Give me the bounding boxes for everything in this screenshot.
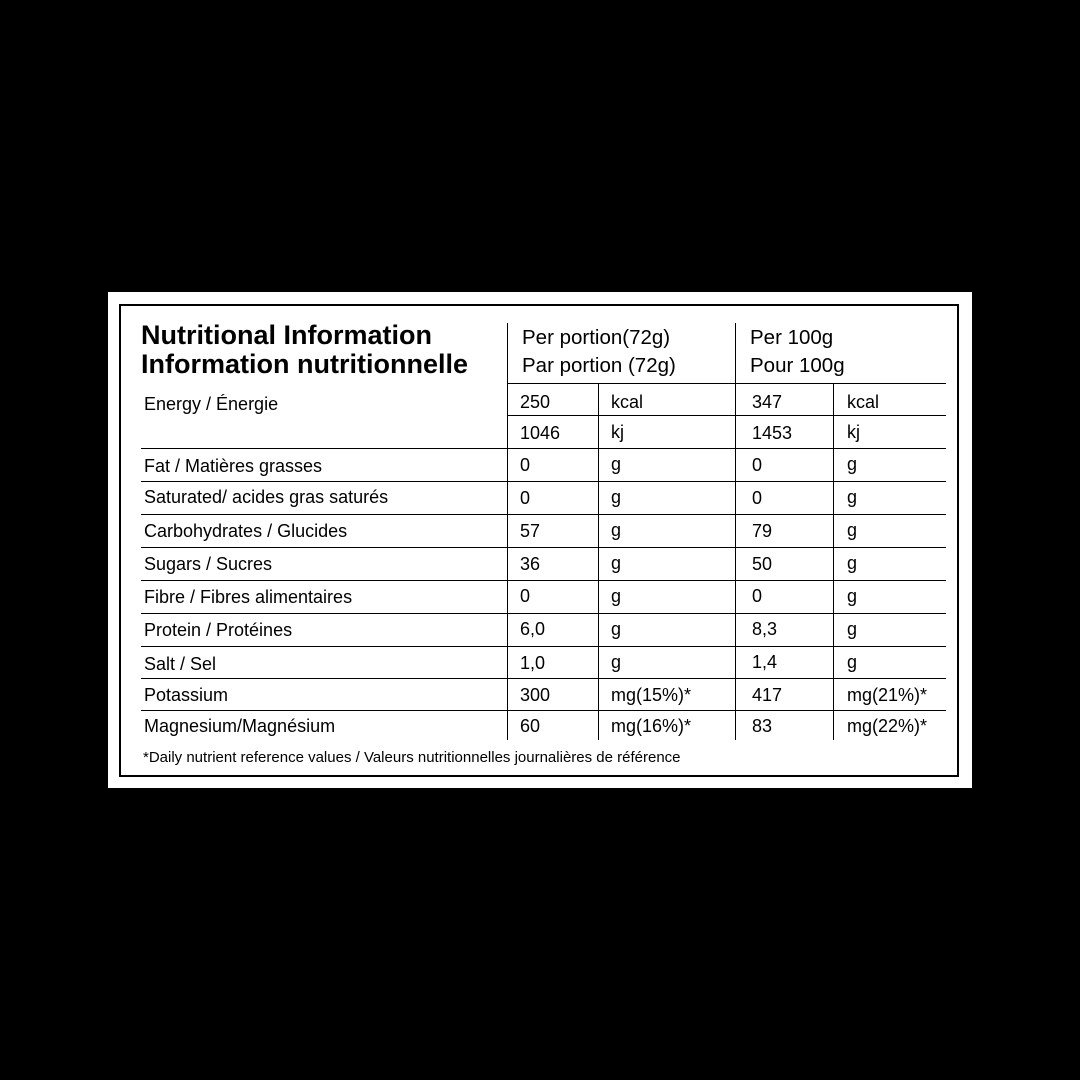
per100-unit: g xyxy=(847,619,858,639)
nutrition-label xyxy=(108,292,972,788)
per100-value: 1,4 xyxy=(752,652,778,672)
portion-value: 6,0 xyxy=(520,619,546,639)
per100-unit: kj xyxy=(847,422,860,442)
title-french: Information nutritionnelle xyxy=(141,349,468,379)
divider-portion-unit xyxy=(598,383,599,740)
nutrient-label: Fat / Matières grasses xyxy=(144,456,323,476)
per100-value: 417 xyxy=(752,685,783,705)
portion-unit: g xyxy=(611,487,622,507)
per100-unit: g xyxy=(847,586,858,606)
portion-value: 0 xyxy=(520,455,531,475)
row-rule xyxy=(141,481,946,482)
portion-value: 60 xyxy=(520,716,541,736)
per100-value: 0 xyxy=(752,586,763,606)
nutrient-label: Energy / Énergie xyxy=(144,394,279,414)
nutrient-label: Potassium xyxy=(144,685,229,705)
per-portion-header-en: Per portion(72g) xyxy=(522,326,671,349)
nutrient-label: Carbohydrates / Glucides xyxy=(144,521,348,541)
nutrient-label: Saturated/ acides gras saturés xyxy=(144,487,389,507)
per100-value: 83 xyxy=(752,716,773,736)
portion-unit: g xyxy=(611,454,622,474)
portion-value: 0 xyxy=(520,586,531,606)
row-rule xyxy=(141,678,946,679)
nutrient-label: Fibre / Fibres alimentaires xyxy=(144,587,353,607)
per100-value: 347 xyxy=(752,392,783,412)
portion-value: 36 xyxy=(520,554,541,574)
per100-unit: mg(22%)* xyxy=(847,716,928,736)
row-rule xyxy=(141,547,946,548)
nutrient-label: Protein / Protéines xyxy=(144,620,293,640)
row-rule xyxy=(141,613,946,614)
portion-unit: g xyxy=(611,652,622,672)
energy-subrow-rule xyxy=(507,415,946,416)
nutrient-label: Magnesium/Magnésium xyxy=(144,716,336,736)
per100-unit: g xyxy=(847,454,858,474)
per100-unit: g xyxy=(847,487,858,507)
portion-unit: kcal xyxy=(611,392,644,412)
per100-value: 79 xyxy=(752,521,773,541)
portion-value: 0 xyxy=(520,488,531,508)
per-portion-header-fr: Par portion (72g) xyxy=(522,354,676,377)
row-rule xyxy=(141,646,946,647)
portion-unit: g xyxy=(611,520,622,540)
portion-unit: g xyxy=(611,553,622,573)
per-100g-header-fr: Pour 100g xyxy=(750,354,845,377)
header-rule xyxy=(507,383,946,384)
portion-unit: g xyxy=(611,619,622,639)
portion-unit: kj xyxy=(611,422,624,442)
portion-value: 300 xyxy=(520,685,551,705)
per100-unit: mg(21%)* xyxy=(847,685,928,705)
portion-value: 1,0 xyxy=(520,653,546,673)
portion-unit: g xyxy=(611,586,622,606)
footnote: *Daily nutrient reference values / Valeurs nutritionnelles journalières de référence xyxy=(143,749,681,766)
portion-value: 1046 xyxy=(520,423,561,443)
portion-unit: mg(15%)* xyxy=(611,685,692,705)
row-rule xyxy=(141,580,946,581)
nutrient-label: Salt / Sel xyxy=(144,654,217,674)
portion-value: 250 xyxy=(520,392,551,412)
per-100g-header-en: Per 100g xyxy=(750,326,834,349)
per100-value: 50 xyxy=(752,554,773,574)
per100-value: 0 xyxy=(752,455,763,475)
row-rule xyxy=(141,710,946,711)
per100-unit: kcal xyxy=(847,392,880,412)
nutrient-label: Sugars / Sucres xyxy=(144,554,273,574)
row-rule xyxy=(141,514,946,515)
per100-value: 8,3 xyxy=(752,619,778,639)
per100-value: 1453 xyxy=(752,423,793,443)
row-rule xyxy=(141,448,946,449)
title-english: Nutritional Information xyxy=(141,320,432,350)
portion-unit: mg(16%)* xyxy=(611,716,692,736)
per100-value: 0 xyxy=(752,488,763,508)
divider-per100-unit xyxy=(833,383,834,740)
per100-unit: g xyxy=(847,652,858,672)
per100-unit: g xyxy=(847,553,858,573)
portion-value: 57 xyxy=(520,521,541,541)
per100-unit: g xyxy=(847,520,858,540)
